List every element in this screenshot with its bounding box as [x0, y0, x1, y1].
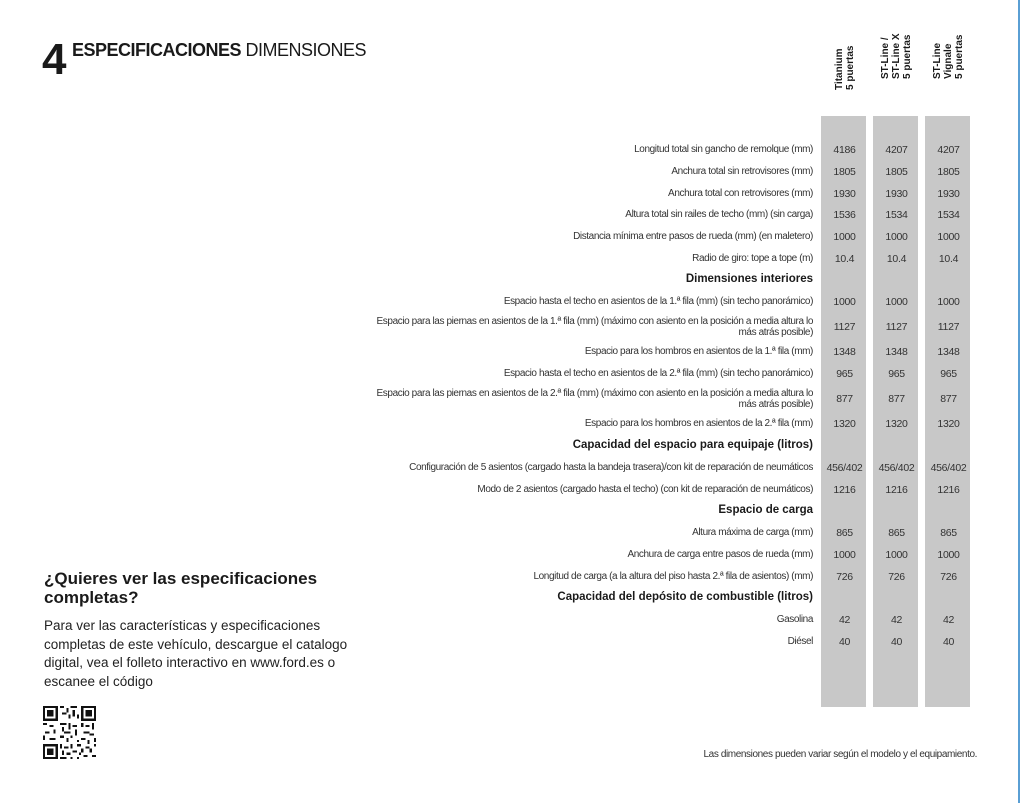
spec-value: 10.4	[938, 253, 959, 265]
spec-value: 865	[836, 527, 853, 539]
spec-value: 1805	[885, 166, 908, 178]
spec-label: Radio de giro: tope a tope (m)	[692, 253, 813, 264]
spec-value: 42	[942, 614, 955, 626]
spec-value: 4207	[937, 144, 960, 156]
spec-section-title: Capacidad del espacio para equipaje (litros)	[572, 439, 813, 451]
column-header-vignale: ST-Line Vignale 5 puertas	[932, 34, 965, 79]
spec-value: 10.4	[886, 253, 907, 265]
spec-label: Modo de 2 asientos (cargado hasta el techo) (con kit de reparación de neumáticos)	[477, 484, 813, 495]
spec-label: Altura total sin railes de techo (mm) (sin carga)	[625, 209, 813, 220]
spec-label: Anchura total sin retrovisores (mm)	[671, 166, 813, 177]
spec-value: 865	[940, 527, 957, 539]
spec-value: 1216	[937, 484, 960, 496]
spec-label: Diésel	[787, 636, 813, 647]
spec-label: Configuración de 5 asientos (cargado hasta la bandeja trasera)/con kit de reparación de neumáticos	[409, 462, 813, 473]
spec-value: 965	[888, 368, 905, 380]
spec-value: 1348	[885, 346, 908, 358]
spec-value: 726	[940, 571, 957, 583]
spec-value: 1000	[937, 296, 960, 308]
spec-label: Gasolina	[776, 614, 813, 625]
spec-value: 1000	[833, 549, 856, 561]
spec-value: 1000	[885, 231, 908, 243]
spec-value: 1127	[833, 321, 856, 333]
spec-value: 1216	[833, 484, 856, 496]
spec-value: 10.4	[834, 253, 855, 265]
spec-value: 726	[888, 571, 905, 583]
spec-value: 1805	[937, 166, 960, 178]
spec-label: Distancia mínima entre pasos de rueda (mm) (en maletero)	[573, 231, 813, 242]
spec-label: Espacio hasta el techo en asientos de la 1.ª fila (mm) (sin techo panorámico)	[503, 296, 813, 307]
spec-value: 1348	[937, 346, 960, 358]
spec-value: 1805	[833, 166, 856, 178]
spec-value: 877	[836, 393, 853, 405]
section-number: 4	[42, 35, 66, 84]
spec-label: Longitud de carga (a la altura del piso hasta 2.ª fila de asientos) (mm)	[533, 571, 813, 582]
spec-value: 42	[838, 614, 851, 626]
page-title	[72, 40, 366, 60]
spec-value: 40	[890, 636, 903, 648]
spec-section-title: Capacidad del depósito de combustible (litros)	[557, 591, 813, 603]
spec-value: 1930	[937, 188, 960, 200]
spec-label: Anchura total con retrovisores (mm)	[668, 188, 813, 199]
spec-label: Anchura de carga entre pasos de rueda (mm)	[627, 549, 813, 560]
column-header-st-line: ST-Line / ST-Line X 5 puertas	[880, 33, 913, 79]
footnote: Las dimensiones pueden variar según el modelo y el equipamiento.	[703, 749, 977, 760]
spec-value: 1930	[885, 188, 908, 200]
promo-title: ¿Quieres ver las especificaciones completas?	[44, 569, 318, 607]
spec-label: Espacio para los hombros en asientos de la 2.ª fila (mm)	[584, 418, 813, 429]
spec-value: 1930	[833, 188, 856, 200]
spec-section-title: Espacio de carga	[718, 504, 813, 516]
spec-value: 40	[838, 636, 851, 648]
spec-value: 1320	[937, 418, 960, 430]
spec-value: 1534	[937, 209, 960, 221]
spec-value: 865	[888, 527, 905, 539]
spec-label: Espacio hasta el techo en asientos de la 2.ª fila (mm) (sin techo panorámico)	[503, 368, 813, 379]
spec-value: 1127	[885, 321, 908, 333]
spec-section-title: Dimensiones interiores	[685, 273, 813, 285]
spec-value: 1348	[833, 346, 856, 358]
spec-value: 1534	[885, 209, 908, 221]
spec-value: 1000	[885, 549, 908, 561]
spec-value: 40	[942, 636, 955, 648]
spec-value: 965	[836, 368, 853, 380]
spec-label: Altura máxima de carga (mm)	[692, 527, 813, 538]
page-title-bold: ESPECIFICACIONES	[72, 40, 242, 60]
spec-value: 1000	[885, 296, 908, 308]
promo-body: Para ver las características y especificaciones completas de este vehículo, descargue el catalogo digital, vea el folleto interactivo en www.ford.es o escanee el código	[44, 618, 348, 689]
spec-value: 4186	[833, 144, 856, 156]
spec-value: 456/402	[826, 462, 863, 474]
spec-label: Espacio para las piernas en asientos de la 2.ª fila (mm) (máximo con asiento en la posición a media altura lo más atrás posible)	[376, 388, 813, 410]
spec-value: 1216	[885, 484, 908, 496]
spec-value: 965	[940, 368, 957, 380]
spec-value: 1127	[937, 321, 960, 333]
page-title-light: DIMENSIONES	[245, 40, 367, 60]
spec-value: 726	[836, 571, 853, 583]
qr-code-icon[interactable]	[43, 706, 96, 759]
spec-value: 1320	[833, 418, 856, 430]
spec-value: 456/402	[878, 462, 915, 474]
column-header-titanium: Titanium 5 puertas	[834, 45, 856, 90]
spec-value: 877	[888, 393, 905, 405]
spec-value: 42	[890, 614, 903, 626]
spec-value: 1536	[833, 209, 856, 221]
spec-value: 456/402	[930, 462, 967, 474]
spec-label: Espacio para las piernas en asientos de la 1.ª fila (mm) (máximo con asiento en la posición a media altura lo más atrás posible)	[376, 316, 813, 338]
spec-value: 1000	[833, 231, 856, 243]
spec-label: Espacio para los hombros en asientos de la 1.ª fila (mm)	[584, 346, 813, 357]
spec-label: Longitud total sin gancho de remolque (mm)	[634, 144, 813, 155]
spec-value: 1000	[937, 231, 960, 243]
spec-value: 1320	[885, 418, 908, 430]
spec-value: 1000	[937, 549, 960, 561]
spec-value: 4207	[885, 144, 908, 156]
spec-value: 1000	[833, 296, 856, 308]
spec-value: 877	[940, 393, 957, 405]
